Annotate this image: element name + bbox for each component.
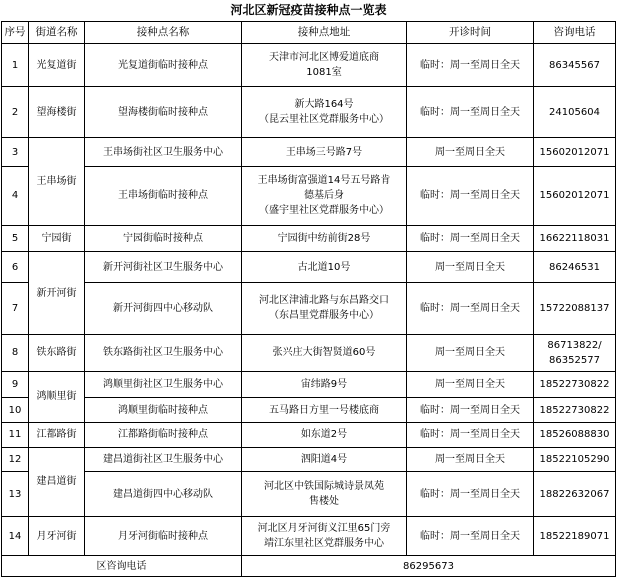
table-row [2,371,616,398]
table-row [2,398,616,423]
hours-cell: 临时：周一至周日全天 [407,225,534,252]
address-line: 靖江东里社区党群服务中心 [264,538,384,550]
site-cell: 铁东路街社区卫生服务中心 [85,334,242,371]
phone-cell: 18522105290 [534,447,616,472]
address-cell [242,44,407,87]
seq-cell: 1 [2,44,29,87]
seq-cell: 6 [2,252,29,283]
site-cell: 王串场街社区卫生服务中心 [85,138,242,167]
table-row [2,517,616,556]
address-cell: 古北道10号 [242,252,407,283]
site-cell: 新开河街社区卫生服务中心 [85,252,242,283]
phone-cell: 86345567 [534,44,616,87]
street-cell: 鸿顺里街 [29,371,85,422]
table-row [2,472,616,517]
site-cell: 鸿顺里街社区卫生服务中心 [85,371,242,398]
address-cell [242,283,407,334]
street-cell: 铁东路街 [29,334,85,371]
hours-cell: 周一至周日全天 [407,252,534,283]
address-line: 河北区中铁国际城诗景凤苑 [264,481,384,493]
address-cell [242,517,407,556]
address-line: 河北区月牙河街义江里65门旁 [257,523,391,535]
phone-cell: 15602012071 [534,167,616,226]
phone-cell: 16622118031 [534,225,616,252]
seq-cell: 14 [2,517,29,556]
address-line: （昆云里社区党群服务中心） [259,114,389,126]
address-line: 1081室 [306,67,342,79]
address-cell: 宙纬路9号 [242,371,407,398]
seq-cell: 2 [2,87,29,138]
hours-cell: 临时：周一至周日全天 [407,517,534,556]
seq-cell: 13 [2,472,29,517]
address-line: 新大路164号 [294,99,354,111]
footer-phone: 86295673 [242,556,616,577]
hours-cell: 周一至周日全天 [407,371,534,398]
street-cell: 建昌道街 [29,447,85,517]
seq-cell: 12 [2,447,29,472]
table-row [2,422,616,447]
phone-cell: 18522189071 [534,517,616,556]
site-cell: 宁园街临时接种点 [85,225,242,252]
seq-cell: 4 [2,167,29,226]
table-row [2,167,616,226]
address-cell: 王串场三号路7号 [242,138,407,167]
phone-cell: 15722088137 [534,283,616,334]
hours-cell: 临时：周一至周日全天 [407,283,534,334]
address-line: 德基后身 [304,190,344,202]
address-cell [242,472,407,517]
table-row [2,138,616,167]
site-cell: 新开河街四中心移动队 [85,283,242,334]
table-row [2,447,616,472]
seq-cell: 5 [2,225,29,252]
footer-label: 区咨询电话 [2,556,242,577]
table-row [2,44,616,87]
address-cell: 五马路日方里一号楼底商 [242,398,407,423]
hours-cell: 周一至周日全天 [407,447,534,472]
vaccination-sites-table [1,21,616,577]
seq-cell: 11 [2,422,29,447]
phone-line: 86352577 [549,354,600,366]
street-cell: 光复道街 [29,44,85,87]
table-row [2,252,616,283]
phone-cell [534,334,616,371]
site-cell: 建昌道街社区卫生服务中心 [85,447,242,472]
header-address: 接种点地址 [242,22,407,44]
site-cell: 江都路街临时接种点 [85,422,242,447]
address-line: 售楼处 [309,496,339,508]
address-cell: 宁园街中纺前街28号 [242,225,407,252]
page-title: 河北区新冠疫苗接种点一览表 [230,3,387,17]
table-row [2,225,616,252]
table-row [2,87,616,138]
address-cell: 如东道2号 [242,422,407,447]
address-cell: 张兴庄大街智贤道60号 [242,334,407,371]
address-cell: 泗阳道4号 [242,447,407,472]
address-line: 河北区津浦北路与东昌路交口 [259,295,389,307]
hours-cell: 临时：周一至周日全天 [407,422,534,447]
address-line: （东昌里党群服务中心） [269,310,379,322]
address-line: （盛宇里社区党群服务中心） [259,205,389,217]
hours-cell: 临时：周一至周日全天 [407,398,534,423]
site-cell: 光复道街临时接种点 [85,44,242,87]
address-line: 天津市河北区博爱道底商 [269,52,379,64]
header-hours: 开诊时间 [407,22,534,44]
address-cell [242,87,407,138]
seq-cell: 8 [2,334,29,371]
phone-cell: 18522730822 [534,398,616,423]
phone-cell: 18822632067 [534,472,616,517]
hours-cell: 临时：周一至周日全天 [407,472,534,517]
phone-cell: 24105604 [534,87,616,138]
seq-cell: 9 [2,371,29,398]
street-cell: 新开河街 [29,252,85,334]
header-seq: 序号 [2,22,29,44]
street-cell: 宁园街 [29,225,85,252]
street-cell: 王串场街 [29,138,85,225]
table-header-row [2,22,616,44]
phone-line: 86713822/ [547,339,602,351]
site-cell: 月牙河街临时接种点 [85,517,242,556]
hours-cell: 周一至周日全天 [407,138,534,167]
street-cell: 望海楼街 [29,87,85,138]
hours-cell: 临时：周一至周日全天 [407,87,534,138]
header-site: 接种点名称 [85,22,242,44]
seq-cell: 7 [2,283,29,334]
phone-cell: 18526088830 [534,422,616,447]
address-cell [242,167,407,226]
phone-cell: 15602012071 [534,138,616,167]
address-line: 王串场街富强道14号五号路肯 [257,175,391,187]
header-phone: 咨询电话 [534,22,616,44]
site-cell: 建昌道街四中心移动队 [85,472,242,517]
table-row [2,283,616,334]
hours-cell: 周一至周日全天 [407,334,534,371]
header-street: 街道名称 [29,22,85,44]
seq-cell: 3 [2,138,29,167]
table-row [2,334,616,371]
site-cell: 王串场街临时接种点 [85,167,242,226]
seq-cell: 10 [2,398,29,423]
footer-row [2,556,616,577]
street-cell: 月牙河街 [29,517,85,556]
street-cell: 江都路街 [29,422,85,447]
site-cell: 鸿顺里街临时接种点 [85,398,242,423]
phone-cell: 86246531 [534,252,616,283]
phone-cell: 18522730822 [534,371,616,398]
hours-cell: 临时：周一至周日全天 [407,44,534,87]
site-cell: 望海楼街临时接种点 [85,87,242,138]
hours-cell: 临时：周一至周日全天 [407,167,534,226]
